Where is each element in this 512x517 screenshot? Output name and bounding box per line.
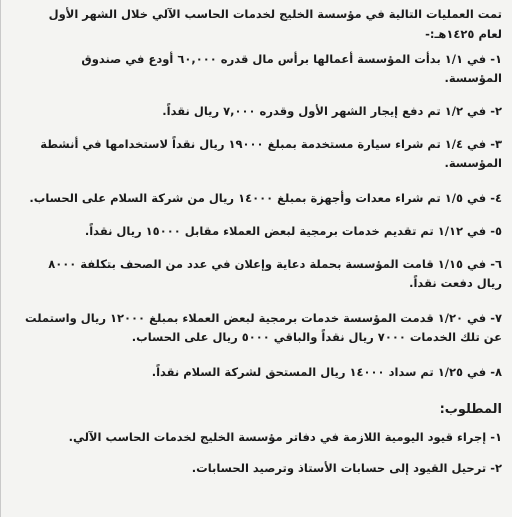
required-item-1: ١- إجراء قيود اليومية اللازمة في دفاتر مؤسسة الخليج لخدمات الحاسب الآلي. (68, 430, 502, 444)
required-heading: المطلوب: (439, 402, 502, 417)
operation-item-5: ٥- في ١/١٢ تم تقديم خدمات برمجية لبعض العملاء مقابل ١٥٠٠٠ ريال نقداً. (84, 224, 502, 238)
required-item-2: ٢- ترحيل القيود إلى حسابات الأستاذ وترصيد الحسابات. (191, 461, 502, 475)
operation-item-6: ٦- في ١/١٥ قامت المؤسسة بحملة دعاية وإعلان في عدد من الصحف بتكلفة ٨٠٠٠ ريال دفعت نقداً. (48, 257, 502, 290)
operation-item-3: ٣- في ١/٤ تم شراء سيارة مستخدمة بمبلغ ١٩٠٠٠ ريال نقداً لاستخدامها في أنشطة المؤسسة. (40, 137, 502, 170)
operation-item-8: ٨- في ١/٢٥ تم سداد ١٤٠٠٠ ريال المستحق لشركة السلام نقداً. (151, 365, 502, 379)
operation-item-7: ٧- في ١/٢٠ قدمت المؤسسة خدمات برمجية لبعض العملاء بمبلغ ١٢٠٠٠ ريال واستملت عن تلك الخدمات ٧٠٠٠ ريال نقداً والباقي ٥٠٠٠ ريال على الحساب. (25, 311, 502, 344)
operation-item-4: ٤- في ١/٥ تم شراء معدات وأجهزة بمبلغ ١٤٠٠٠ ريال من شركة السلام على الحساب. (29, 191, 502, 205)
operation-item-1: ١- في ١/١ بدأت المؤسسة أعمالها برأس مال قدره ٦٠,٠٠٠ أودع في صندوق المؤسسة. (81, 52, 502, 85)
intro-paragraph: تمت العمليات التالية في مؤسسة الخليج لخدمات الحاسب الآلي خلال الشهر الأول لعام ١٤٢٥هـ:- (48, 7, 502, 41)
operation-item-2: ٢- في ١/٢ تم دفع إيجار الشهر الأول وقدره ٧,٠٠٠ ريال نقداً. (162, 104, 502, 118)
